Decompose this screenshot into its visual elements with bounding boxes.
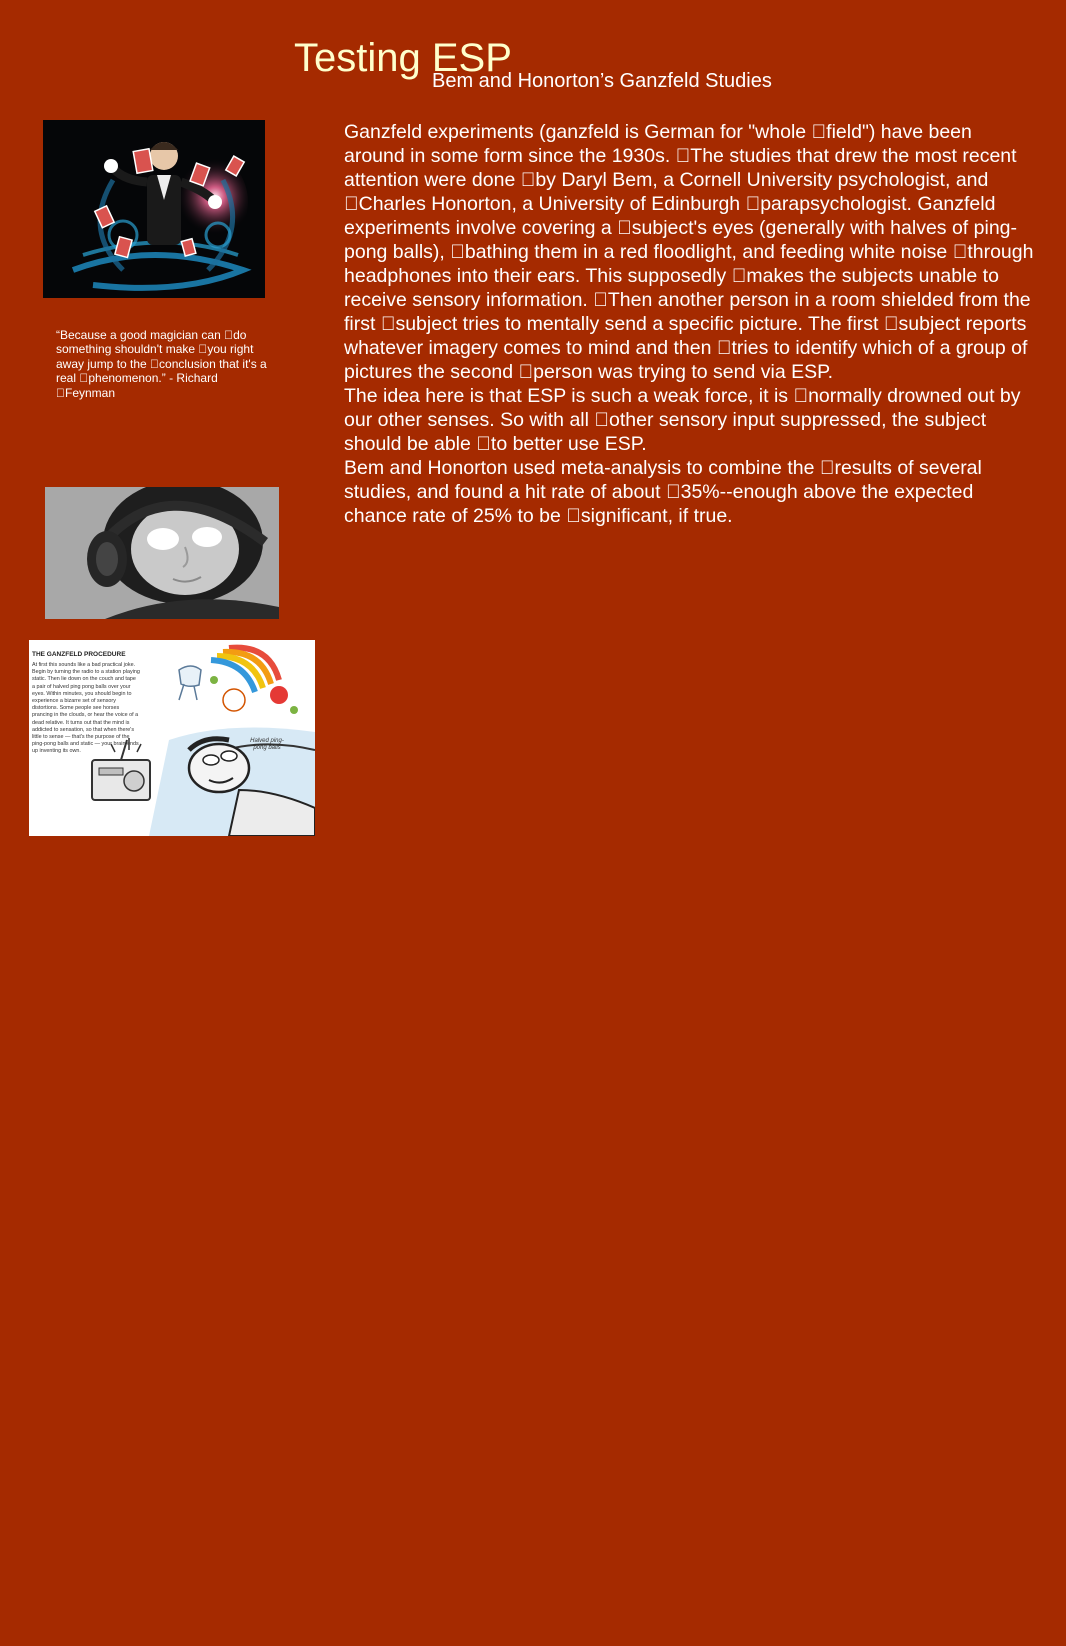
slide-subtitle: Bem and Honorton’s Ganzfeld Studies — [432, 70, 772, 92]
procedure-heading: THE GANZFELD PROCEDURE — [32, 651, 126, 658]
ganzfeld-subject-photo — [45, 487, 279, 619]
feynman-quote: “Because a good magician can  do something shouldn't make  you right away jump to the  conclusion that it's a real  phenomenon.” - Richard  Feynman — [56, 328, 267, 400]
slide-title: Testing ESP — [294, 36, 512, 80]
paragraph-meta-analysis: Bem and Honorton used meta-analysis to combine the  results of several studies, and found a hit rate of about  35%--enough above the expected chance rate of 25% to be  significant, if true. — [344, 457, 982, 527]
main-body-text — [344, 120, 1034, 528]
ganzfeld-procedure-diagram — [29, 640, 315, 836]
procedure-text: At first this sounds like a bad practical joke. Begin by turning the radio to a station playing static. Then lie down on the couch and tape a pair of halved ping pong balls over your eyes. Within minutes, you should begin to experience a bizarre set of sensory distortions. Some people see horses prancing in the clouds, or hear the voice of a dead relative. It turns out that the mind is addicted to sensation, so that when there's little to sense — that's the purpose of the ping-pong balls and static — your brain ends up inventing its own. — [32, 662, 140, 755]
magician-image — [43, 120, 265, 298]
procedure-label: Halved ping-pong balls — [250, 738, 284, 751]
paragraph-weak-force: The idea here is that ESP is such a weak force, it is  normally drowned out by our other senses. So with all  other sensory input suppressed, the subject should be able  to better use ESP. — [344, 385, 1021, 455]
paragraph-ganzfeld-intro: Ganzfeld experiments (ganzfeld is German for "whole  field") have been around in some form since the 1930s.  The studies that drew the most recent attention were done  by Daryl Bem, a Cornell University psychologist, and  Charles Honorton, a University of Edinburgh  parapsychologist. Ganzfeld experiments involve covering a  subject's eyes (generally with halves of ping-pong balls),  bathing them in a red floodlight, and feeding white noise  through headphones into their ears. This supposedly  makes the subjects unable to receive sensory information.  Then another person in a room shielded from the first  subject tries to mentally send a specific picture. The first  subject reports whatever imagery comes to mind and then  tries to identify which of a group of pictures the second  person was trying to send via ESP. — [344, 121, 1034, 383]
